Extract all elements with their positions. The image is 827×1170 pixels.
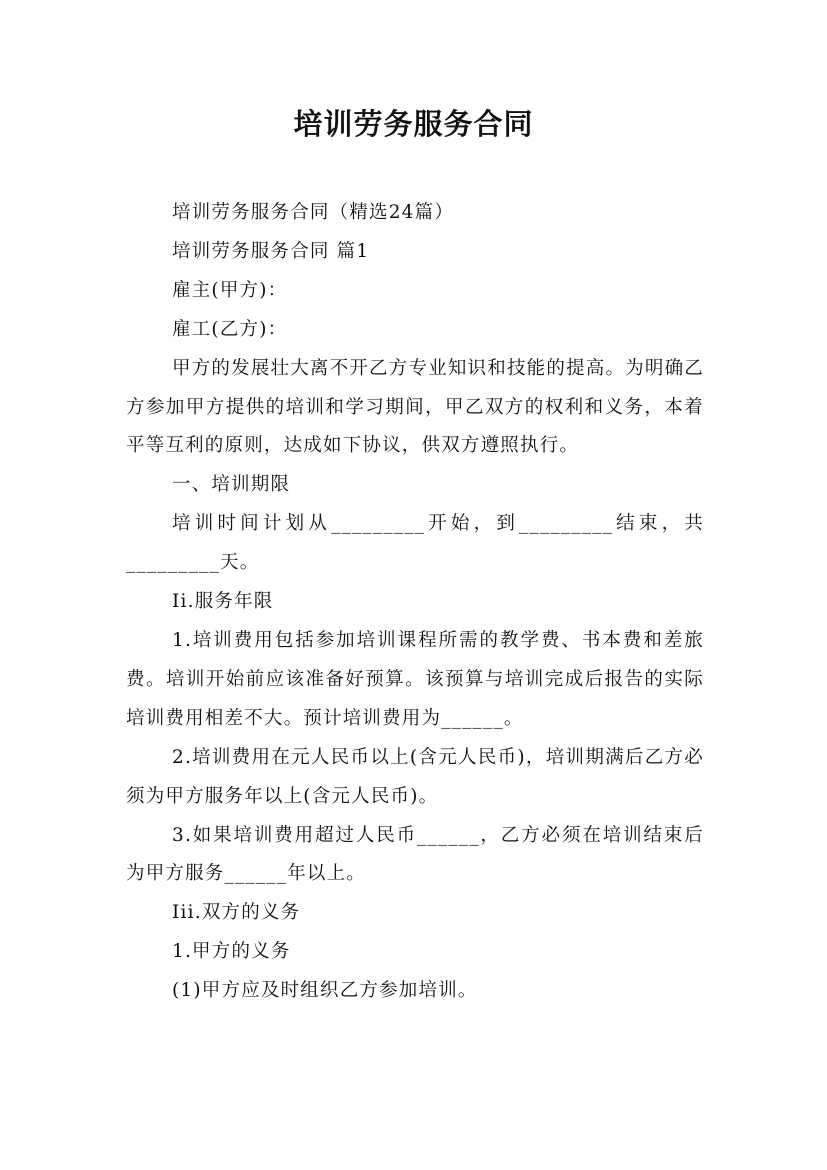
paragraph-clause-3: 3.如果培训费用超过人民币______，乙方必须在培训结束后为甲方服务______年以上。 [126,824,704,885]
document-body [126,194,704,1011]
paragraph-clause-2: 2.培训费用在元人民币以上(含元人民币)，培训期满后乙方必须为甲方服务年以上(含元人民币)。 [126,746,704,807]
subheading-party-a-obligations: 1.甲方的义务 [172,941,291,963]
section-heading-obligations: Iii.双方的义务 [172,902,301,924]
section-heading-service-years: Ii.服务年限 [172,591,274,613]
paragraph-subtitle: 培训劳务服务合同（精选24篇） [172,202,455,223]
paragraph-preamble: 甲方的发展壮大离不开乙方专业知识和技能的提高。为明确乙方参加甲方提供的培训和学习期间，甲乙双方的权利和义务，本着平等互利的原则，达成如下协议，供双方遵照执行。 [126,357,704,457]
paragraph-party-b: 雇工(乙方)： [172,318,288,340]
paragraph-training-period: 培训时间计划从_________开始，到_________结束，共_________天。 [126,513,704,574]
paragraph-clause-1: 1.培训费用包括参加培训课程所需的教学费、书本费和差旅费。培训开始前应该准备好预算。该预算与培训完成后报告的实际培训费用相差不大。预计培训费用为______。 [126,629,704,729]
paragraph-part-heading: 培训劳务服务合同 篇1 [172,240,370,262]
paragraph-party-a: 雇主(甲方)： [172,279,288,301]
paragraph-obligation-1: (1)甲方应及时组织乙方参加培训。 [172,980,478,1002]
section-heading-training-period: 一、培训期限 [172,474,291,496]
document-title: 培训劳务服务合同 [293,107,534,141]
